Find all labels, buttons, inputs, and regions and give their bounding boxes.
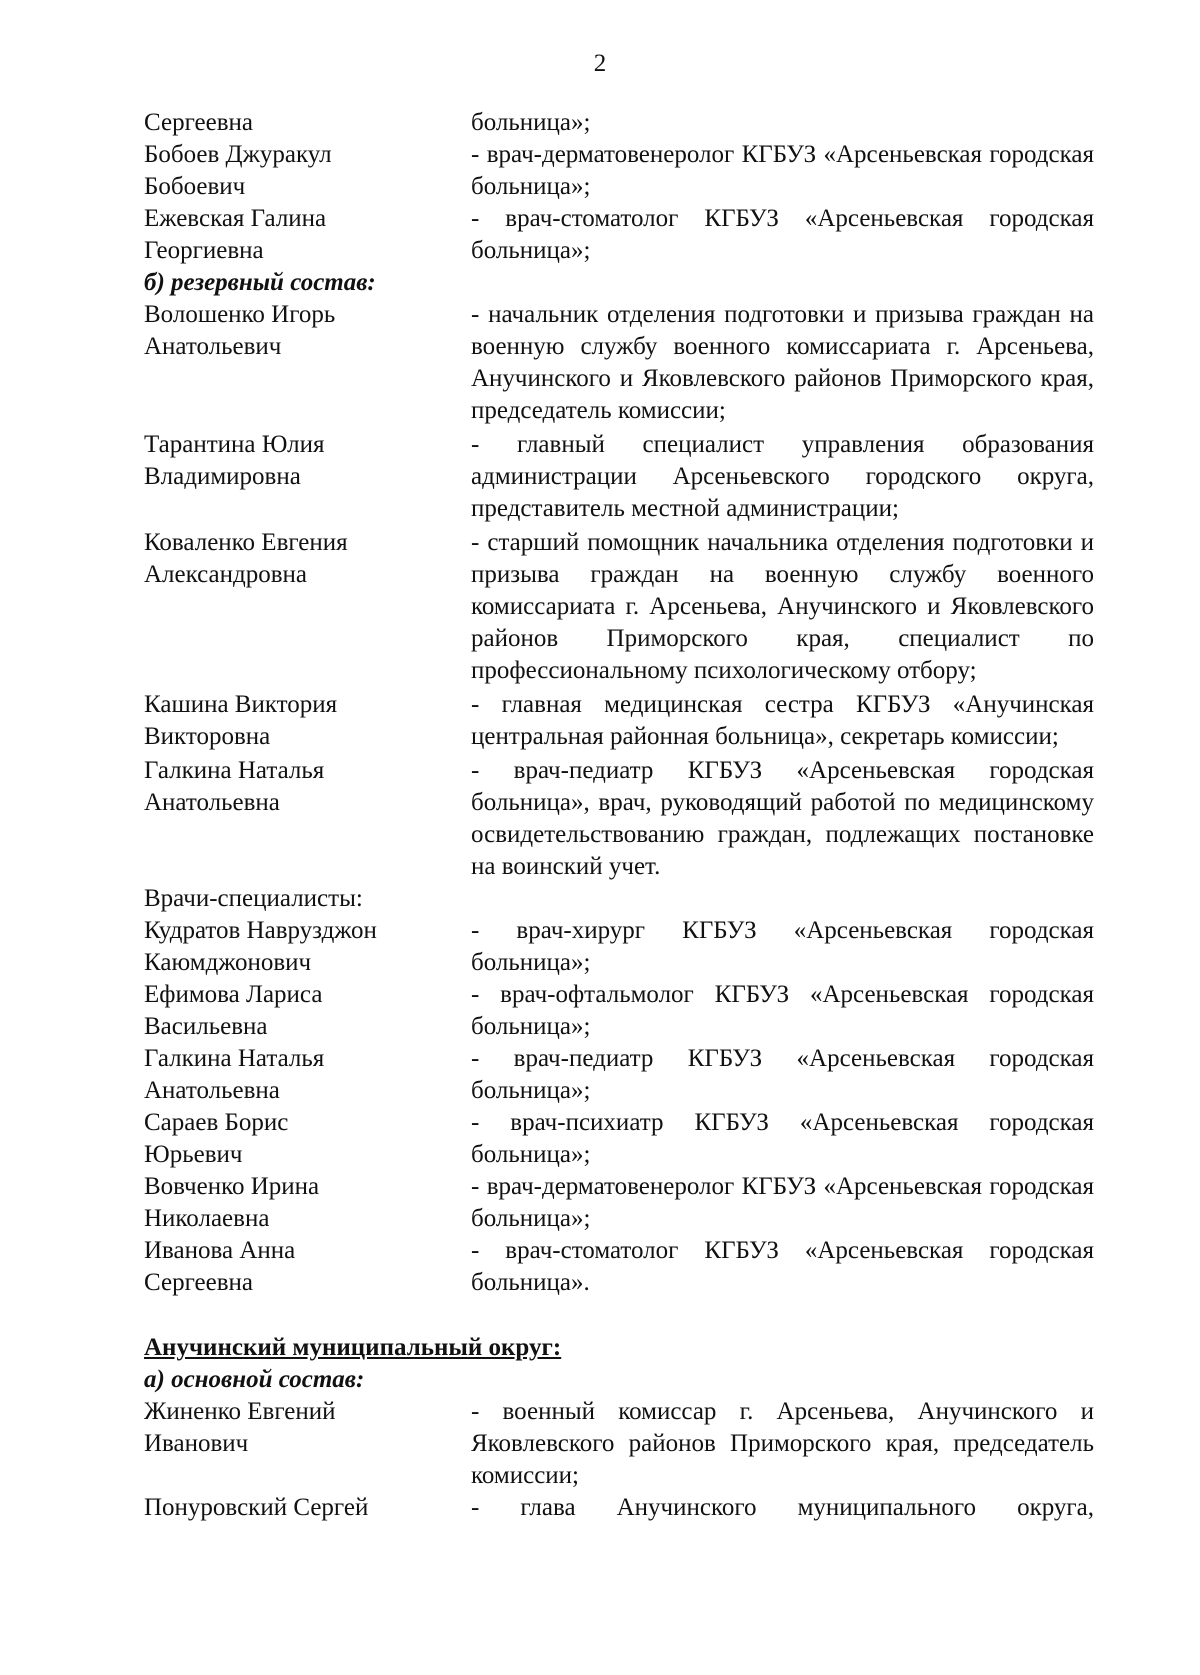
member-name <box>144 1235 471 1299</box>
member-name-line: Каюмджонович <box>144 949 312 976</box>
member-name <box>144 1492 471 1524</box>
member-name <box>144 299 471 427</box>
member-name-line: Васильевна <box>144 1013 268 1040</box>
member-name <box>144 429 471 525</box>
member-name-line: Вовченко Ирина <box>144 1173 320 1200</box>
member-name-line: Галкина Наталья <box>144 1045 325 1072</box>
member-name <box>144 1107 471 1171</box>
member-entry <box>144 107 1094 139</box>
member-entry <box>144 1396 1094 1492</box>
member-name-line: Николаевна <box>144 1205 270 1232</box>
member-entry <box>144 1107 1094 1171</box>
member-name <box>144 107 471 139</box>
doctors-heading: Врачи-специалисты: <box>144 885 363 912</box>
member-role: - врач-стоматолог КГБУЗ «Арсеньевская городская больница». <box>471 1237 1094 1296</box>
member-name <box>144 979 471 1043</box>
member-name-line: Тарантина Юлия <box>144 431 325 458</box>
member-role: - врач-дерматовенеролог КГБУЗ «Арсеньевская городская больница»; <box>471 1173 1094 1232</box>
member-role: - начальник отделения подготовки и призыва граждан на военную службу военного комиссариата г. Арсеньева, Анучинского и Яковлевского районов Приморского края, председатель комиссии; <box>471 301 1094 424</box>
district-title: Анучинский муниципальный округ: <box>144 1334 562 1361</box>
member-role: - главный специалист управления образования администрации Арсеньевского городского округа, представитель местной администрации; <box>471 431 1094 522</box>
member-name-line: Александровна <box>144 561 308 588</box>
member-entry <box>144 429 1094 525</box>
member-role: - врач-стоматолог КГБУЗ «Арсеньевская городская больница»; <box>471 205 1094 264</box>
member-name-line: Сергеевна <box>144 1269 253 1296</box>
member-name-line: Иванович <box>144 1430 249 1457</box>
member-name <box>144 915 471 979</box>
member-entry <box>144 915 1094 979</box>
member-entry <box>144 299 1094 427</box>
member-name <box>144 1043 471 1107</box>
anuchinsky-list <box>144 1396 1094 1524</box>
member-name-line: Жиненко Евгений <box>144 1398 336 1425</box>
member-name-line: Ежевская Галина <box>144 205 327 232</box>
member-name-line: Сергеевна <box>144 109 253 136</box>
member-name-line: Бобоевич <box>144 173 246 200</box>
member-name-line: Анатольевич <box>144 333 282 360</box>
member-name-line: Георгиевна <box>144 237 264 264</box>
member-entry <box>144 1043 1094 1107</box>
member-name-line: Бобоев Джуракул <box>144 141 332 168</box>
main-composition-heading: а) основной состав: <box>144 1366 365 1393</box>
member-name-line: Анатольевна <box>144 789 280 816</box>
member-role: больница»; <box>471 109 591 136</box>
member-name-line: Кудратов Наврузджон <box>144 917 377 944</box>
arsenyev-tail-list <box>144 107 1094 267</box>
member-entry <box>144 1171 1094 1235</box>
member-name <box>144 203 471 267</box>
document-body <box>144 107 1094 1524</box>
member-name-line: Викторовна <box>144 723 271 750</box>
page-number: 2 <box>593 50 607 77</box>
member-entry <box>144 139 1094 203</box>
member-role: - врач-психиатр КГБУЗ «Арсеньевская городская больница»; <box>471 1109 1094 1168</box>
member-name <box>144 1171 471 1235</box>
member-name-line: Ефимова Лариса <box>144 981 323 1008</box>
member-name <box>144 755 471 883</box>
member-role: - врач-дерматовенеролог КГБУЗ «Арсеньевская городская больница»; <box>471 141 1094 200</box>
member-role: - глава Анучинского муниципального округа, <box>471 1494 1094 1521</box>
member-role: - врач-педиатр КГБУЗ «Арсеньевская городская больница», врач, руководящий работой по медицинскому освидетельствованию граждан, подлежащих постановке на воинский учет. <box>471 757 1094 880</box>
member-entry <box>144 1235 1094 1299</box>
member-role: - врач-офтальмолог КГБУЗ «Арсеньевская городская больница»; <box>471 981 1094 1040</box>
member-role: - врач-педиатр КГБУЗ «Арсеньевская городская больница»; <box>471 1045 1094 1104</box>
member-entry <box>144 203 1094 267</box>
member-entry <box>144 755 1094 883</box>
member-role: - старший помощник начальника отделения подготовки и призыва граждан на военную службу военного комиссариата г. Арсеньева, Анучинского и Яковлевского районов Приморского края, специалист по профессиональному психологическому отбору; <box>471 529 1094 684</box>
member-role: - врач-хирург КГБУЗ «Арсеньевская городская больница»; <box>471 917 1094 976</box>
member-entry <box>144 979 1094 1043</box>
doctors-list <box>144 915 1094 1299</box>
member-name-line: Кашина Виктория <box>144 691 338 718</box>
reserve-heading: б) резервный состав: <box>144 269 376 296</box>
member-entry <box>144 1492 1094 1524</box>
member-name-line: Юрьевич <box>144 1141 243 1168</box>
member-name-line: Понуровский Сергей <box>144 1494 369 1521</box>
member-name-line: Волошенко Игорь <box>144 301 336 328</box>
member-role: - военный комиссар г. Арсеньева, Анучинского и Яковлевского районов Приморского края, председатель комиссии; <box>471 1398 1094 1489</box>
member-name-line: Галкина Наталья <box>144 757 325 784</box>
member-name <box>144 527 471 687</box>
member-entry <box>144 527 1094 687</box>
member-role: - главная медицинская сестра КГБУЗ «Анучинская центральная районная больница», секретарь комиссии; <box>471 691 1094 750</box>
member-name-line: Владимировна <box>144 463 301 490</box>
reserve-list <box>144 299 1094 883</box>
member-name-line: Иванова Анна <box>144 1237 296 1264</box>
member-name-line: Сараев Борис <box>144 1109 289 1136</box>
member-name-line: Коваленко Евгения <box>144 529 348 556</box>
member-name <box>144 689 471 753</box>
member-name-line: Анатольевна <box>144 1077 280 1104</box>
member-name <box>144 139 471 203</box>
member-name <box>144 1396 471 1492</box>
member-entry <box>144 689 1094 753</box>
